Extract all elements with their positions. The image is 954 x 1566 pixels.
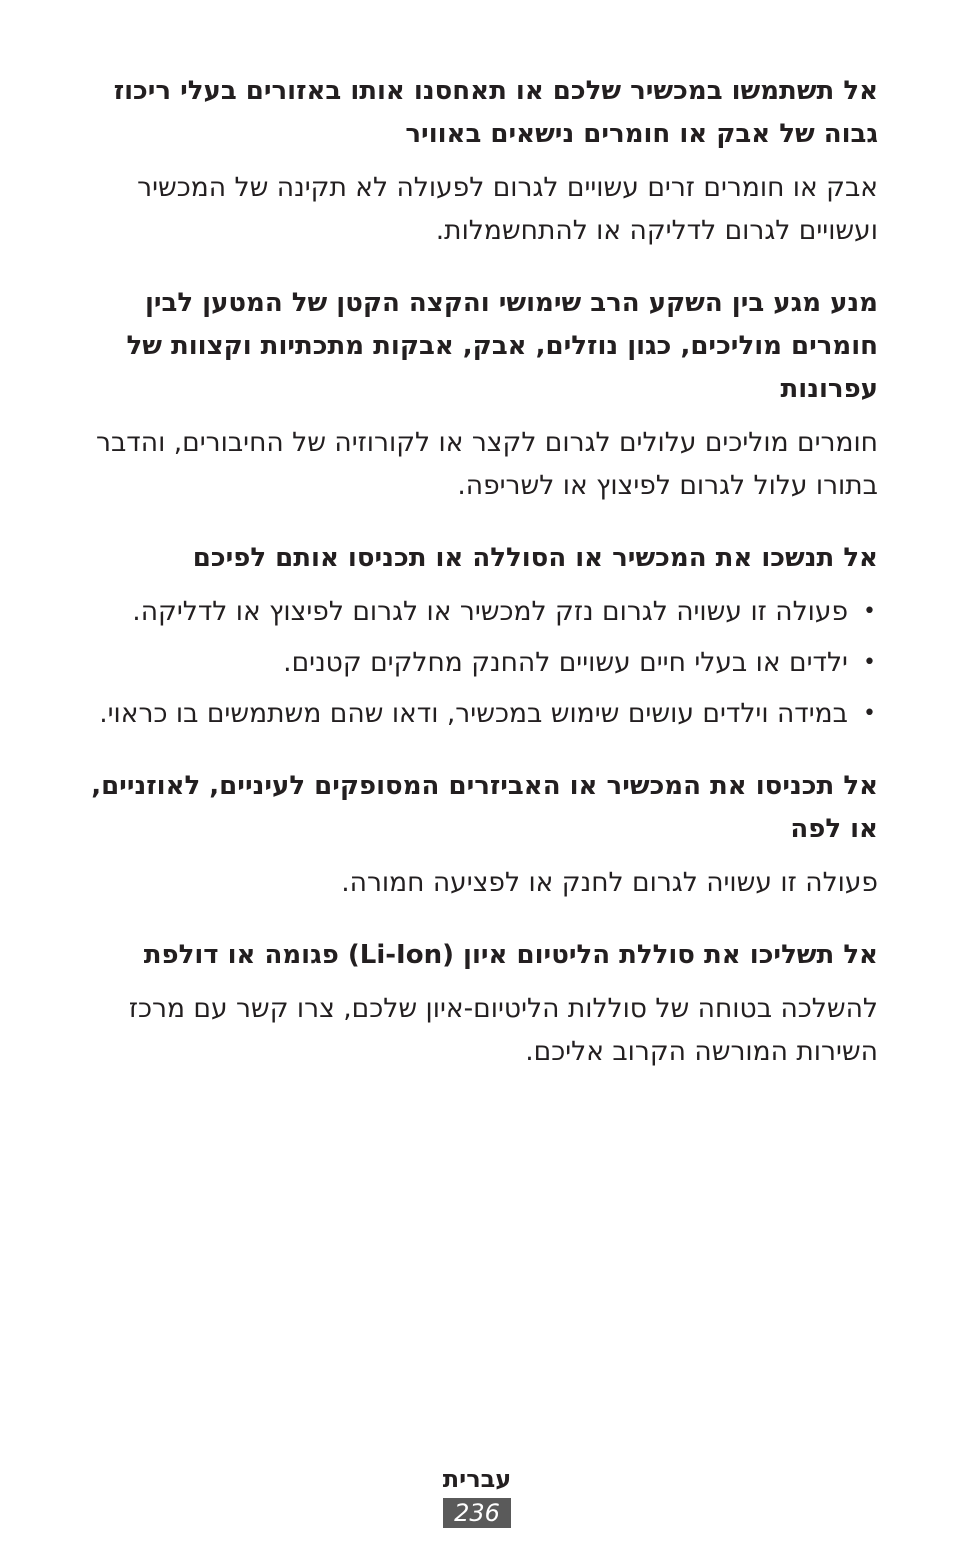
bullet-icon: •	[863, 599, 876, 624]
list-item	[80, 590, 878, 633]
footer-language-label: עברית	[442, 1465, 512, 1493]
section-body: חומרים מוליכים עלולים לגרום לקצר או לקורוזיה של החיבורים, והדבר בתורו עלול לגרום לפיצוץ או לשריפה.	[96, 427, 878, 501]
section-body: אבק או חומרים זרים עשויים לגרום לפעולה לא תקינה של המכשיר ועשויים לגרום לדליקה או להתחשמלות.	[137, 172, 878, 246]
list-item	[80, 641, 878, 684]
page-footer	[0, 1463, 954, 1528]
document-content	[80, 70, 878, 1073]
section-heading: אל תשליכו את סוללת הליטיום איון (Li-Ion) פגומה או דולפת	[143, 940, 878, 970]
section-body: להשלכה בטוחה של סוללות הליטיום-איון שלכם, צרו קשר עם מרכז השירות המורשה הקרוב אליכם.	[128, 993, 878, 1067]
section-battery-disposal	[80, 934, 878, 1073]
section-heading: אל תשתמשו במכשיר שלכם או תאחסנו אותו באזורים בעלי ריכוז גבוה של אבק או חומרים נישאים באוויר	[113, 76, 878, 149]
section-biting	[80, 537, 878, 765]
page-number-badge: 236	[443, 1498, 511, 1528]
list-item-text: במידה וילדים עושים שימוש במכשיר, ודאו שהם משתמשים בו כראוי.	[99, 698, 848, 729]
list-item-text: פעולה זו עשויה לגרום נזק למכשיר או לגרום לפיצוץ או לדליקה.	[132, 596, 848, 627]
section-conductive	[80, 282, 878, 537]
bullet-list	[80, 590, 878, 735]
section-heading: אל תכניסו את המכשיר או האביזרים המסופקים לעיניים, לאוזניים, או לפה	[91, 771, 878, 844]
list-item	[80, 692, 878, 735]
list-item-text: ילדים או בעלי חיים עשויים להחנק מחלקים קטנים.	[283, 647, 848, 678]
section-eyes-ears	[80, 765, 878, 934]
section-body: פעולה זו עשויה לגרום לחנק או לפציעה חמורה.	[341, 867, 878, 898]
section-dust	[80, 70, 878, 282]
section-heading: מנע מגע בין השקע הרב שימושי והקצה הקטן של המטען לבין חומרים מוליכים, כגון נוזלים, אבק, אבקות מתכתיות וקצוות של עפרונות	[126, 288, 878, 404]
bullet-icon: •	[863, 650, 876, 675]
section-heading: אל תנשכו את המכשיר או הסוללה או תכניסו אותם לפיכם	[192, 543, 878, 573]
bullet-icon: •	[863, 701, 876, 726]
